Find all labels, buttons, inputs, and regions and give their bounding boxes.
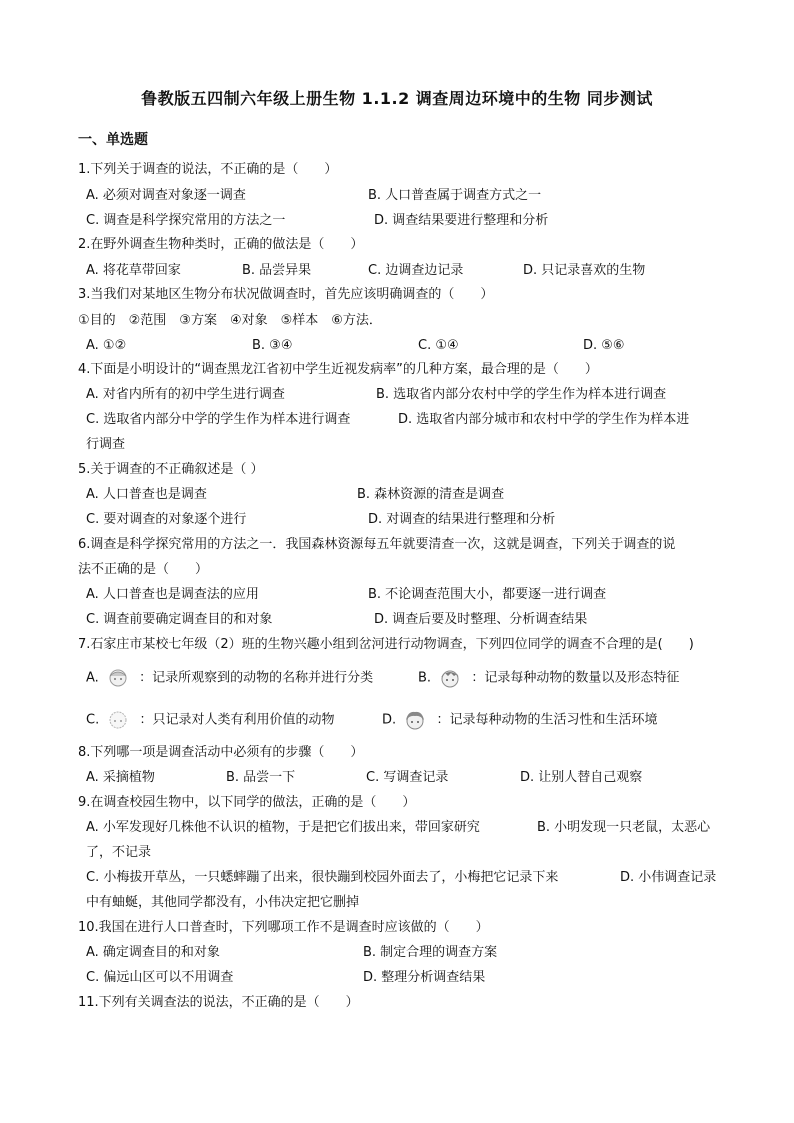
q2-option-a: A. 将花草带回家 — [86, 263, 181, 278]
q5-option-a: A. 人口普查也是调查 — [86, 487, 207, 502]
q7-option-c-text: ：只记录对人类有利用价值的动物 — [139, 712, 335, 728]
q4-option-d: D. 选取省内部分城市和农村中学的学生作为样本进 — [398, 412, 690, 427]
q7-option-b-letter: B. — [418, 670, 432, 686]
q9-option-b: B. 小明发现一只老鼠，太恶心 — [537, 820, 711, 835]
question-3-stem: 3.当我们对某地区生物分布状况做调查时，首先应该明确调查的（ ） — [78, 287, 494, 302]
q8-option-d: D. 让别人替自己观察 — [520, 770, 643, 785]
q7-option-c-letter: C. — [86, 712, 100, 728]
q7-option-d-letter: D. — [382, 712, 397, 728]
q10-option-d: D. 整理分析调查结果 — [363, 970, 486, 985]
q2-option-c: C. 边调查边记录 — [368, 263, 464, 278]
q1-option-b: B. 人口普查属于调查方式之一 — [368, 188, 542, 203]
q7-option-c — [86, 710, 335, 730]
document-title: 鲁教版五四制六年级上册生物 1.1.2 调查周边环境中的生物 同步测试 — [141, 89, 653, 108]
q1-option-d: D. 调查结果要进行整理和分析 — [374, 213, 549, 228]
student-avatar-icon — [105, 710, 131, 730]
question-4-stem: 4.下面是小明设计的“调查黑龙江省初中学生近视发病率”的几种方案，最合理的是（ ） — [78, 362, 598, 377]
q3-option-b: B. ③④ — [252, 338, 293, 353]
question-9-stem: 9.在调查校园生物中，以下同学的做法，正确的是（ ） — [78, 795, 416, 810]
q3-option-a: A. ①② — [86, 338, 127, 353]
student-avatar-icon — [105, 668, 131, 688]
q7-option-d — [382, 710, 657, 730]
q6-option-c: C. 调查前要确定调查目的和对象 — [86, 612, 273, 627]
q7-option-b-text: ：记录每种动物的数量以及形态特征 — [471, 670, 680, 686]
q8-option-c: C. 写调查记录 — [366, 770, 449, 785]
q5-option-d: D. 对调查的结果进行整理和分析 — [368, 512, 556, 527]
q5-option-b: B. 森林资源的清查是调查 — [357, 487, 505, 502]
q2-option-b: B. 品尝异果 — [242, 263, 312, 278]
question-8-stem: 8.下列哪一项是调查活动中必须有的步骤（ ） — [78, 745, 364, 760]
question-5-stem: 5.关于调查的不正确叙述是（ ） — [78, 462, 264, 477]
q1-option-a: A. 必须对调查对象逐一调查 — [86, 188, 246, 203]
q7-option-b — [418, 668, 679, 688]
q9-option-a: A. 小军发现好几株他不认识的植物，于是把它们拔出来，带回家研究 — [86, 820, 480, 835]
q6-option-a: A. 人口普查也是调查法的应用 — [86, 587, 259, 602]
q7-option-a — [86, 668, 373, 688]
q8-option-b: B. 品尝一下 — [226, 770, 296, 785]
q2-option-d: D. 只记录喜欢的生物 — [523, 263, 646, 278]
q4-option-a: A. 对省内所有的初中学生进行调查 — [86, 387, 285, 402]
q10-option-b: B. 制定合理的调查方案 — [363, 945, 498, 960]
q4-option-c: C. 选取省内部分中学的学生作为样本进行调查 — [86, 412, 351, 427]
q9-option-b-continued: 了，不记录 — [86, 845, 152, 860]
question-7-stem: 7.石家庄市某校七年级（2）班的生物兴趣小组到岔河进行动物调查，下列四位同学的调查不合理的是( ) — [78, 637, 694, 652]
question-2-stem: 2.在野外调查生物种类时，正确的做法是（ ） — [78, 237, 364, 252]
q7-option-d-text: ：记录每种动物的生活习性和生活环境 — [436, 712, 658, 728]
q3-option-c: C. ①④ — [418, 338, 459, 353]
q4-option-b: B. 选取省内部分农村中学的学生作为样本进行调查 — [376, 387, 667, 402]
q6-option-b: B. 不论调查范围大小，都要逐一进行调查 — [368, 587, 607, 602]
question-6-stem: 6.调查是科学探究常用的方法之一．我国森林资源每五年就要清查一次，这就是调查，下列关于调查的说 — [78, 537, 676, 552]
q9-option-d: D. 小伟调查记录 — [620, 870, 717, 885]
q3-option-d: D. ⑤⑥ — [583, 338, 625, 353]
question-11-stem: 11.下列有关调查法的说法，不正确的是（ ） — [78, 995, 359, 1010]
q9-option-c: C. 小梅拔开草丛，一只蟋蟀蹦了出来，很快蹦到校园外面去了，小梅把它记录下来 — [86, 870, 559, 885]
q7-option-a-text: ：记录所观察到的动物的名称并进行分类 — [139, 670, 374, 686]
question-10-stem: 10.我国在进行人口普查时，下列哪项工作不是调查时应该做的（ ） — [78, 920, 489, 935]
q1-option-c: C. 调查是科学探究常用的方法之一 — [86, 213, 286, 228]
q7-option-a-letter: A. — [86, 670, 99, 686]
question-3-stem-items: ①目的 ②范围 ③方案 ④对象 ⑤样本 ⑥方法． — [78, 313, 382, 328]
student-avatar-icon — [437, 668, 463, 688]
question-6-stem-continued: 法不正确的是（ ） — [78, 562, 209, 577]
q10-option-a: A. 确定调查目的和对象 — [86, 945, 220, 960]
question-1-stem: 1.下列关于调查的说法，不正确的是（ ） — [78, 162, 338, 177]
student-avatar-icon — [402, 710, 428, 730]
q9-option-d-continued: 中有蚰蜒，其他同学都没有，小伟决定把它删掉 — [86, 895, 360, 910]
q5-option-c: C. 要对调查的对象逐个进行 — [86, 512, 247, 527]
q4-option-d-continued: 行调查 — [86, 437, 126, 452]
section-heading: 一、单选题 — [78, 132, 148, 148]
q10-option-c: C. 偏远山区可以不用调查 — [86, 970, 234, 985]
q8-option-a: A. 采摘植物 — [86, 770, 155, 785]
q6-option-d: D. 调查后要及时整理、分析调查结果 — [374, 612, 588, 627]
